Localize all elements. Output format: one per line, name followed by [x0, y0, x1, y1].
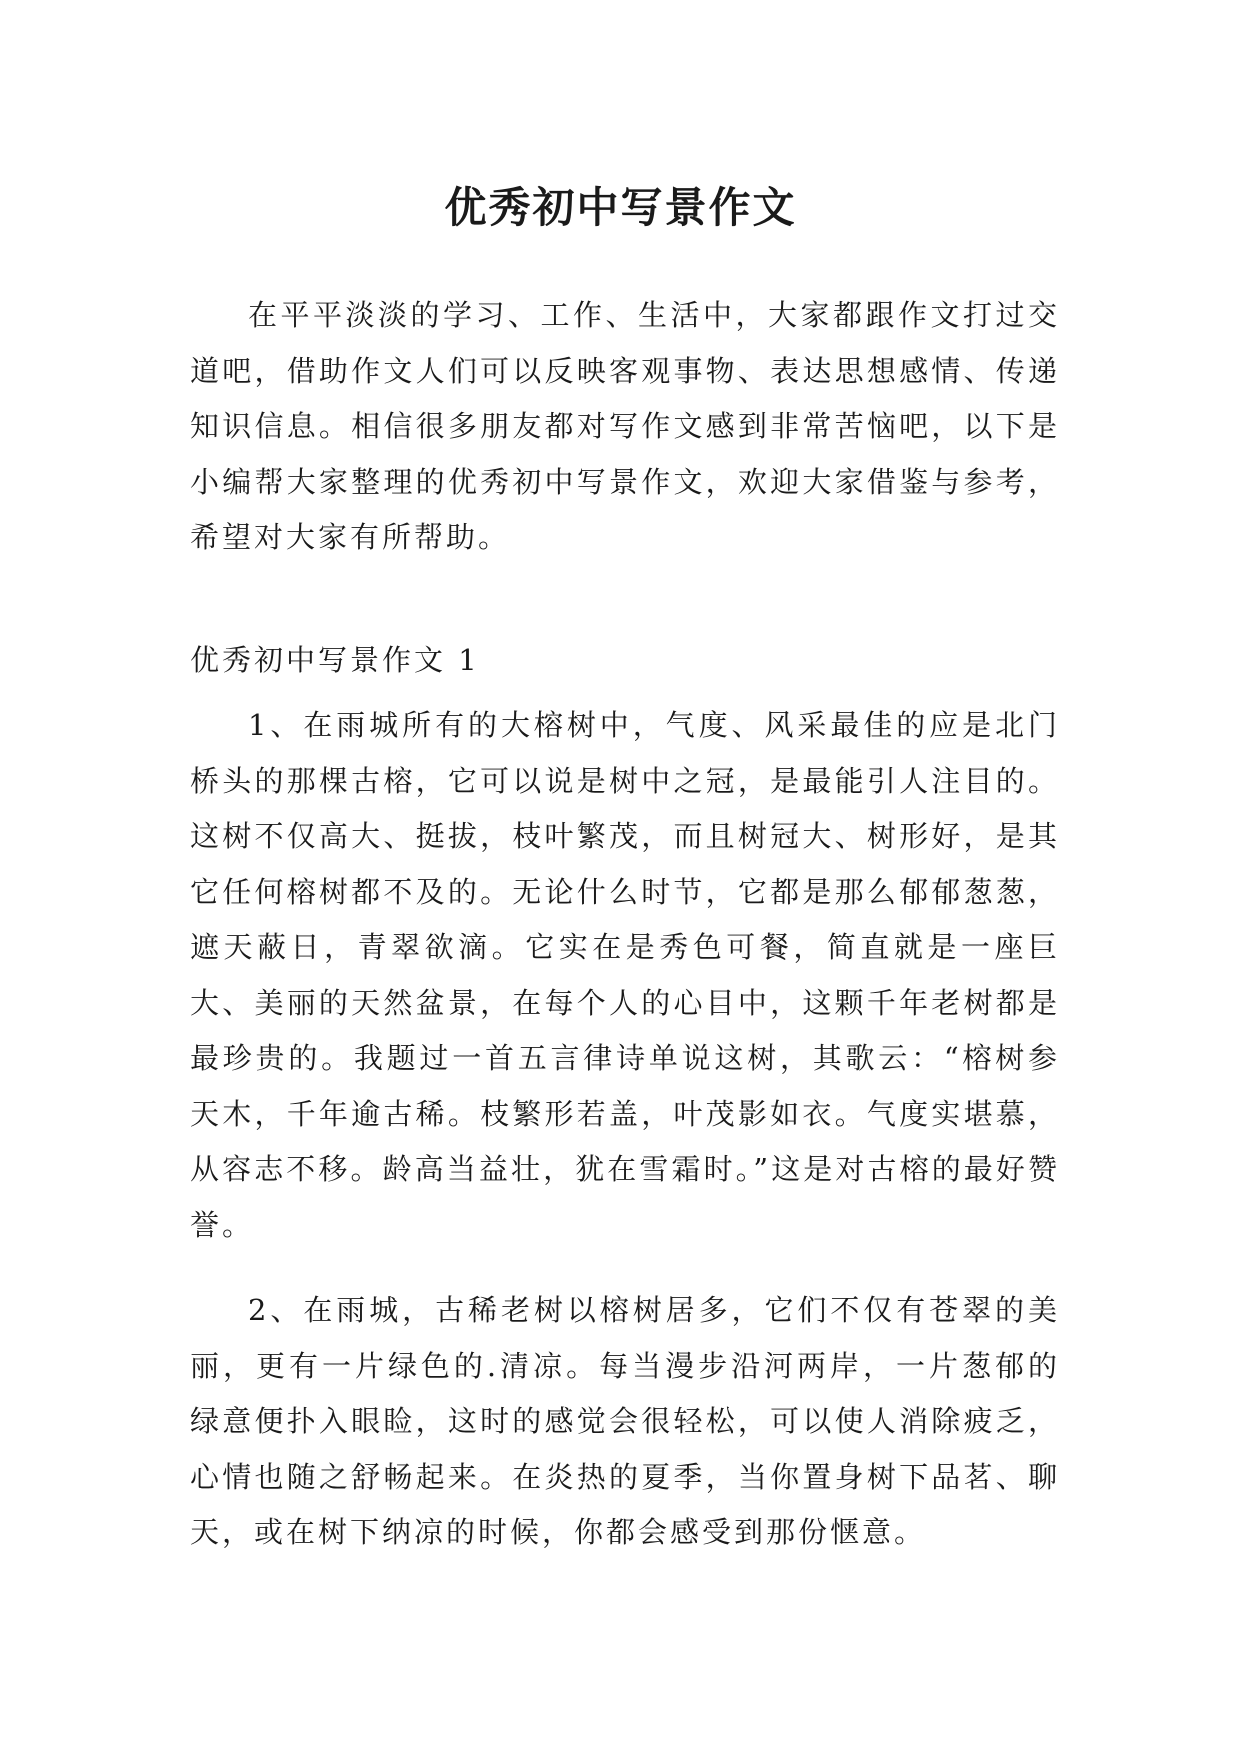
- intro-paragraph: 在平平淡淡的学习、工作、生活中，大家都跟作文打过交道吧，借助作文人们可以反映客观事物、表达思想感情、传递知识信息。相信很多朋友都对写作文感到非常苦恼吧，以下是小编帮大家整理的优秀初中写景作文，欢迎大家借鉴与参考，希望对大家有所帮助。: [190, 298, 1060, 554]
- body-paragraph-2: 2、在雨城，古稀老树以榕树居多，它们不仅有苍翠的美丽，更有一片绿色的.清凉。每当漫步沿河两岸，一片葱郁的绿意便扑入眼睑，这时的感觉会很轻松，可以使人消除疲乏，心情也随之舒畅起来。在炎热的夏季，当你置身树下品茗、聊天，或在树下纳凉的时候，你都会感受到那份惬意。: [190, 1293, 1060, 1549]
- body-paragraph-1: 1、在雨城所有的大榕树中，气度、风采最佳的应是北门桥头的那棵古榕，它可以说是树中之冠，是最能引人注目的。这树不仅高大、挺拔，枝叶繁茂，而且树冠大、树形好，是其它任何榕树都不及的。无论什么时节，它都是那么郁郁葱葱，遮天蔽日，青翠欲滴。它实在是秀色可餐，简直就是一座巨大、美丽的天然盆景，在每个人的心目中，这颗千年老树都是最珍贵的。我题过一首五言律诗单说这树，其歌云：“榕树参天木，千年逾古稀。枝繁形若盖，叶茂影如衣。气度实堪慕，从容志不移。龄高当益壮，犹在雪霜时。”这是对古榕的最好赞誉。: [190, 708, 1060, 1242]
- section-heading: 优秀初中写景作文 1: [190, 643, 480, 677]
- document-title: 优秀初中写景作文: [444, 183, 797, 233]
